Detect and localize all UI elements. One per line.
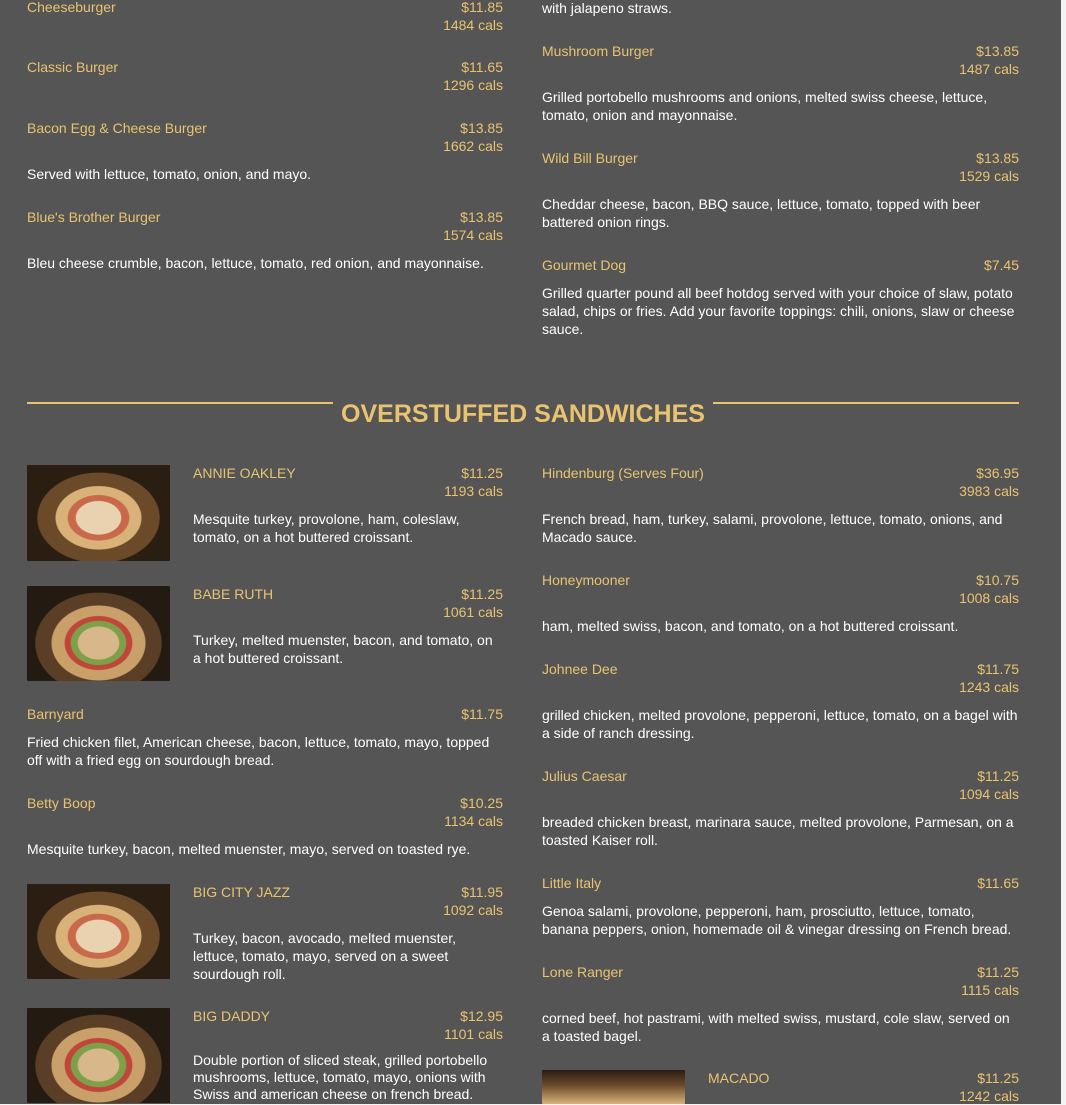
item-name[interactable]: Bacon Egg & Cheese Burger (27, 120, 207, 136)
item-price: $11.25 (977, 1070, 1019, 1086)
item-calories: 1193 cals (444, 483, 503, 499)
item-description: Turkey, melted muenster, bacon, and tomato, on a hot buttered croissant. (193, 632, 493, 666)
item-price: $13.85 (976, 43, 1019, 59)
item-photo[interactable] (27, 884, 170, 979)
section-title: OVERSTUFFED SANDWICHES (341, 400, 705, 428)
item-price: $12.95 (460, 1008, 503, 1024)
item-price: $13.85 (976, 150, 1019, 166)
section-heading (27, 400, 1019, 430)
item-calories: 1529 cals (959, 168, 1019, 184)
item-name[interactable]: Betty Boop (27, 795, 96, 811)
item-name[interactable]: Julius Caesar (542, 768, 627, 784)
item-name[interactable]: Hindenburg (Serves Four) (542, 465, 704, 481)
item-calories: 1061 cals (443, 604, 503, 620)
item-calories: 1242 cals (959, 1088, 1019, 1104)
item-description: breaded chicken breast, marinara sauce, melted provolone, Parmesan, on a toasted Kaiser roll. (542, 814, 1014, 848)
item-calories: 1101 cals (444, 1026, 503, 1042)
item-price: $13.85 (460, 120, 503, 136)
divider (713, 402, 1019, 404)
item-price: $36.95 (976, 465, 1019, 481)
item-calories: 1008 cals (959, 590, 1019, 606)
item-description: Fried chicken filet, American cheese, bacon, lettuce, tomato, mayo, topped off with a fried egg on sourdough bread. (27, 734, 490, 768)
item-price: $11.25 (977, 768, 1019, 784)
item-description: Cheddar cheese, bacon, BBQ sauce, lettuce, tomato, topped with beer battered onion rings. (542, 196, 981, 230)
item-price: $11.95 (461, 884, 503, 900)
item-price: $11.25 (461, 465, 503, 481)
item-price: $11.65 (461, 59, 503, 75)
item-calories: 1243 cals (959, 679, 1019, 695)
item-description: Genoa salami, provolone, pepperoni, ham, prosciutto, lettuce, tomato, banana peppers, onion, homemade oil & vinegar dressing on French bread. (542, 903, 1012, 937)
item-name[interactable]: Classic Burger (27, 59, 119, 75)
item-photo[interactable] (27, 465, 170, 561)
item-photo[interactable] (27, 586, 170, 681)
item-calories: 1115 cals (961, 982, 1019, 998)
item-calories: 1662 cals (443, 138, 503, 154)
item-name[interactable]: Little Italy (542, 875, 602, 891)
item-name[interactable]: Blue's Brother Burger (27, 209, 161, 225)
item-calories: 1487 cals (959, 61, 1019, 77)
item-name[interactable]: Gourmet Dog (542, 257, 627, 273)
item-description: Bleu cheese crumble, bacon, lettuce, tomato, red onion, and mayonnaise. (27, 255, 484, 271)
item-price: $11.75 (461, 706, 503, 722)
item-name[interactable]: Honeymooner (542, 572, 630, 588)
item-calories: 3983 cals (959, 483, 1019, 499)
item-name[interactable]: Johnee Dee (542, 661, 618, 677)
item-description: Mesquite turkey, provolone, ham, coleslaw, tomato, on a hot buttered croissant. (193, 511, 460, 545)
item-name[interactable]: BIG DADDY (193, 1008, 271, 1024)
item-name[interactable]: Wild Bill Burger (542, 150, 638, 166)
item-description: with jalapeno straws. (542, 0, 672, 16)
item-price: $11.85 (461, 0, 503, 15)
item-calories: 1134 cals (444, 813, 503, 829)
item-description: Turkey, bacon, avocado, melted muenster, lettuce, tomato, mayo, served on a sweet sourdough roll. (193, 930, 457, 982)
item-description: Grilled portobello mushrooms and onions, melted swiss cheese, lettuce, tomato, onion and mayonnaise. (542, 89, 988, 123)
item-calories: 1094 cals (959, 786, 1019, 802)
item-price: $11.25 (461, 586, 503, 602)
item-photo[interactable] (27, 1008, 170, 1103)
item-photo[interactable] (542, 1070, 685, 1104)
item-name[interactable]: Cheeseburger (27, 0, 116, 15)
item-name[interactable]: Lone Ranger (542, 964, 623, 980)
item-calories: 1574 cals (443, 227, 503, 243)
item-description: French bread, ham, turkey, salami, provolone, lettuce, tomato, onions, and Macado sauce. (542, 511, 1003, 545)
item-description: Mesquite turkey, bacon, melted muenster, mayo, served on toasted rye. (27, 841, 471, 857)
item-calories: 1296 cals (443, 77, 503, 93)
item-name[interactable]: BIG CITY JAZZ (193, 884, 290, 900)
item-calories: 1484 cals (443, 17, 503, 33)
item-description: ham, melted swiss, bacon, and tomato, on a hot buttered croissant. (542, 618, 959, 634)
item-price: $10.25 (460, 795, 503, 811)
item-description: Double portion of sliced steak, grilled portobello mushrooms, lettuce, tomato, mayo, onions with Swiss and american cheese on french bread. (193, 1052, 488, 1102)
item-name[interactable]: ANNIE OAKLEY (193, 465, 296, 481)
item-name[interactable]: MACADO (708, 1070, 770, 1086)
item-price: $13.85 (460, 209, 503, 225)
item-description: Served with lettuce, tomato, onion, and mayo. (27, 166, 312, 182)
item-calories: 1092 cals (443, 902, 503, 918)
item-name[interactable]: Mushroom Burger (542, 43, 655, 59)
item-price: $7.45 (983, 257, 1019, 273)
item-name[interactable]: Barnyard (27, 706, 84, 722)
item-description: corned beef, hot pastrami, with melted swiss, mustard, cole slaw, served on a toasted bagel. (542, 1010, 1010, 1044)
item-price: $11.25 (977, 964, 1019, 980)
item-price: $11.75 (977, 661, 1019, 677)
item-name[interactable]: BABE RUTH (193, 586, 274, 602)
item-description: Grilled quarter pound all beef hotdog served with your choice of slaw, potato salad, chips or fries. Add your favorite toppings: chili, onions, slaw or cheese sauce. (542, 285, 1015, 337)
item-price: $11.65 (977, 875, 1019, 891)
item-description: grilled chicken, melted provolone, pepperoni, lettuce, tomato, on a bagel with a side of ranch dressing. (542, 707, 1018, 741)
item-price: $10.75 (976, 572, 1019, 588)
